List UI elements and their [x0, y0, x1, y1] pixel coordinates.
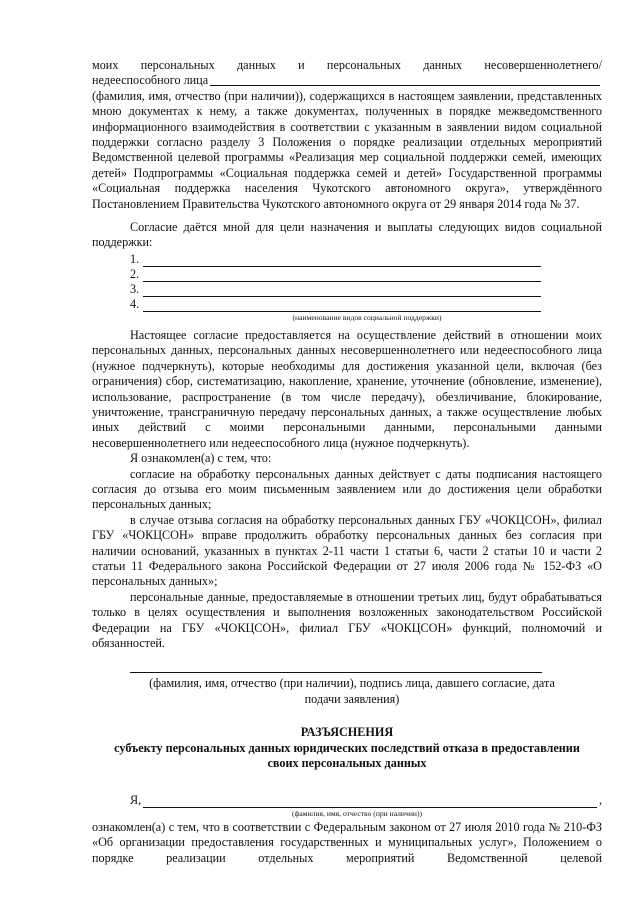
section-subtitle-2: своих персональных данных: [267, 756, 427, 771]
name-row-end: ,: [598, 793, 602, 807]
list-item-number: 4.: [130, 296, 140, 311]
p1-line1: [92, 58, 602, 73]
p1-line2-text: недееспособного лица: [92, 73, 209, 88]
name-input-line[interactable]: [143, 796, 597, 808]
list-item-line: [143, 270, 541, 282]
list-item-line: [143, 255, 541, 267]
document-page: [92, 58, 602, 866]
list-item-number: 3.: [130, 281, 140, 296]
signature-caption-2: подачи заявления): [304, 691, 400, 706]
list-item-number: 2.: [130, 266, 140, 281]
list-item[interactable]: [92, 267, 602, 282]
paragraph-3: Настоящее согласие предоставляется на осуществление действий в отношении моих персональных данных, персональных данных несовершеннолетнего или недееспособного лица (нужное подчеркнуть), которые необходимы для достижения указанной цели, включая (без ограничения) сбор, систематизацию, накопление, хранение, уточнение (обновление, изменение), использование, распространение (в том числе передачу), обезличивание, блокирование, уничтожение, трансграничную передачу персональных данных, а также осуществление любых иных действий с моими персональными данными, персональными данными несовершеннолетнего или недееспособного лица (нужное подчеркнуть).: [92, 327, 602, 450]
list-item-line: [143, 300, 541, 312]
paragraph-2: Согласие даётся мной для цели назначения и выплаты следующих видов социальной поддержки:: [92, 220, 602, 250]
p1-line2-underline: [210, 73, 600, 85]
list-item[interactable]: [92, 252, 602, 267]
section-subtitle-1: субъекту персональных данных юридических последствий отказа в предоставлении: [114, 740, 580, 755]
name-row-start: Я,: [130, 793, 142, 807]
word: персональных: [326, 58, 401, 72]
name-row-caption: (фамилия, имя, отчество (при наличии)): [291, 809, 422, 818]
paragraph-6: в случае отзыва согласия на обработку персональных данных ГБУ «ЧОКЦСОН», филиал ГБУ «ЧОКЦСОН» вправе продолжить обработку персональных данных без согласия при наличии оснований, указанных в пунктах 2-11 части 1 статьи 6, части 2 статьи 10 и части 2 статьи 11 Федерального закона Российской Федерации от 27 июля 2006 года № 152-ФЗ «О персональных данных»;: [92, 512, 602, 589]
name-row: [92, 792, 602, 808]
paragraph-7: персональные данные, предоставляемые в отношении третьих лиц, будут обрабатываться только в целях осуществления и выполнения возложенных законодательством Российской Федерации на ГБУ «ЧОКЦСОН», филиал ГБУ «ЧОКЦСОН» функций, полномочий и обязанностей.: [92, 589, 602, 650]
word: моих: [92, 58, 119, 72]
signature-caption-1: (фамилия, имя, отчество (при наличии), подпись лица, давшего согласие, дата: [149, 676, 555, 691]
word: данных: [423, 58, 463, 72]
section-heading: РАЗЪЯСНЕНИЯ: [300, 725, 394, 740]
word: несовершеннолетнего/: [484, 58, 602, 72]
support-list-caption: (наименование видов социальной поддержки): [292, 312, 442, 322]
list-item[interactable]: [92, 282, 602, 297]
paragraph-5: согласие на обработку персональных данных действует с даты подписания настоящего согласия до отзыва его моим письменным заявлением или до достижения цели обработки персональных данных;: [92, 466, 602, 512]
paragraph-8: ознакомлен(а) с тем, что в соответствии с Федеральным законом от 27 июля 2010 года № 210-ФЗ «Об организации предоставления государственных и муниципальных услуг», Положением о порядке реализации отдельных мероприятий Ведомственной целевой: [92, 820, 602, 865]
paragraph-1: (фамилия, имя, отчество (при наличии)), содержащихся в настоящем заявлении, представленных мною документах к нему, а также документах, полученных в порядке межведомственного информационного взаимодействия в соответствии с указанным в заявлении видом социальной поддержки согласно разделу 3 Положения о порядке реализации отдельных мероприятий Ведомственной целевой программы «Реализация мер социальной поддержки семей, имеющих детей» Подпрограммы «Социальная поддержка семей и детей» Государственной программы «Социальная поддержка населения Чукотского автономного округа», утверждённого Постановлением Правительства Чукотского автономного округа от 29 января 2014 года № 37.: [92, 88, 602, 211]
support-list: [92, 252, 602, 322]
signature-line[interactable]: [130, 671, 542, 673]
p1-line2: [92, 73, 602, 88]
list-item[interactable]: [92, 297, 602, 312]
paragraph-4: Я ознакомлен(а) с тем, что:: [130, 451, 272, 466]
word: и: [298, 58, 305, 72]
word: данных: [236, 58, 276, 72]
word: персональных: [140, 58, 215, 72]
list-item-line: [143, 285, 541, 297]
list-item-number: 1.: [130, 251, 140, 266]
